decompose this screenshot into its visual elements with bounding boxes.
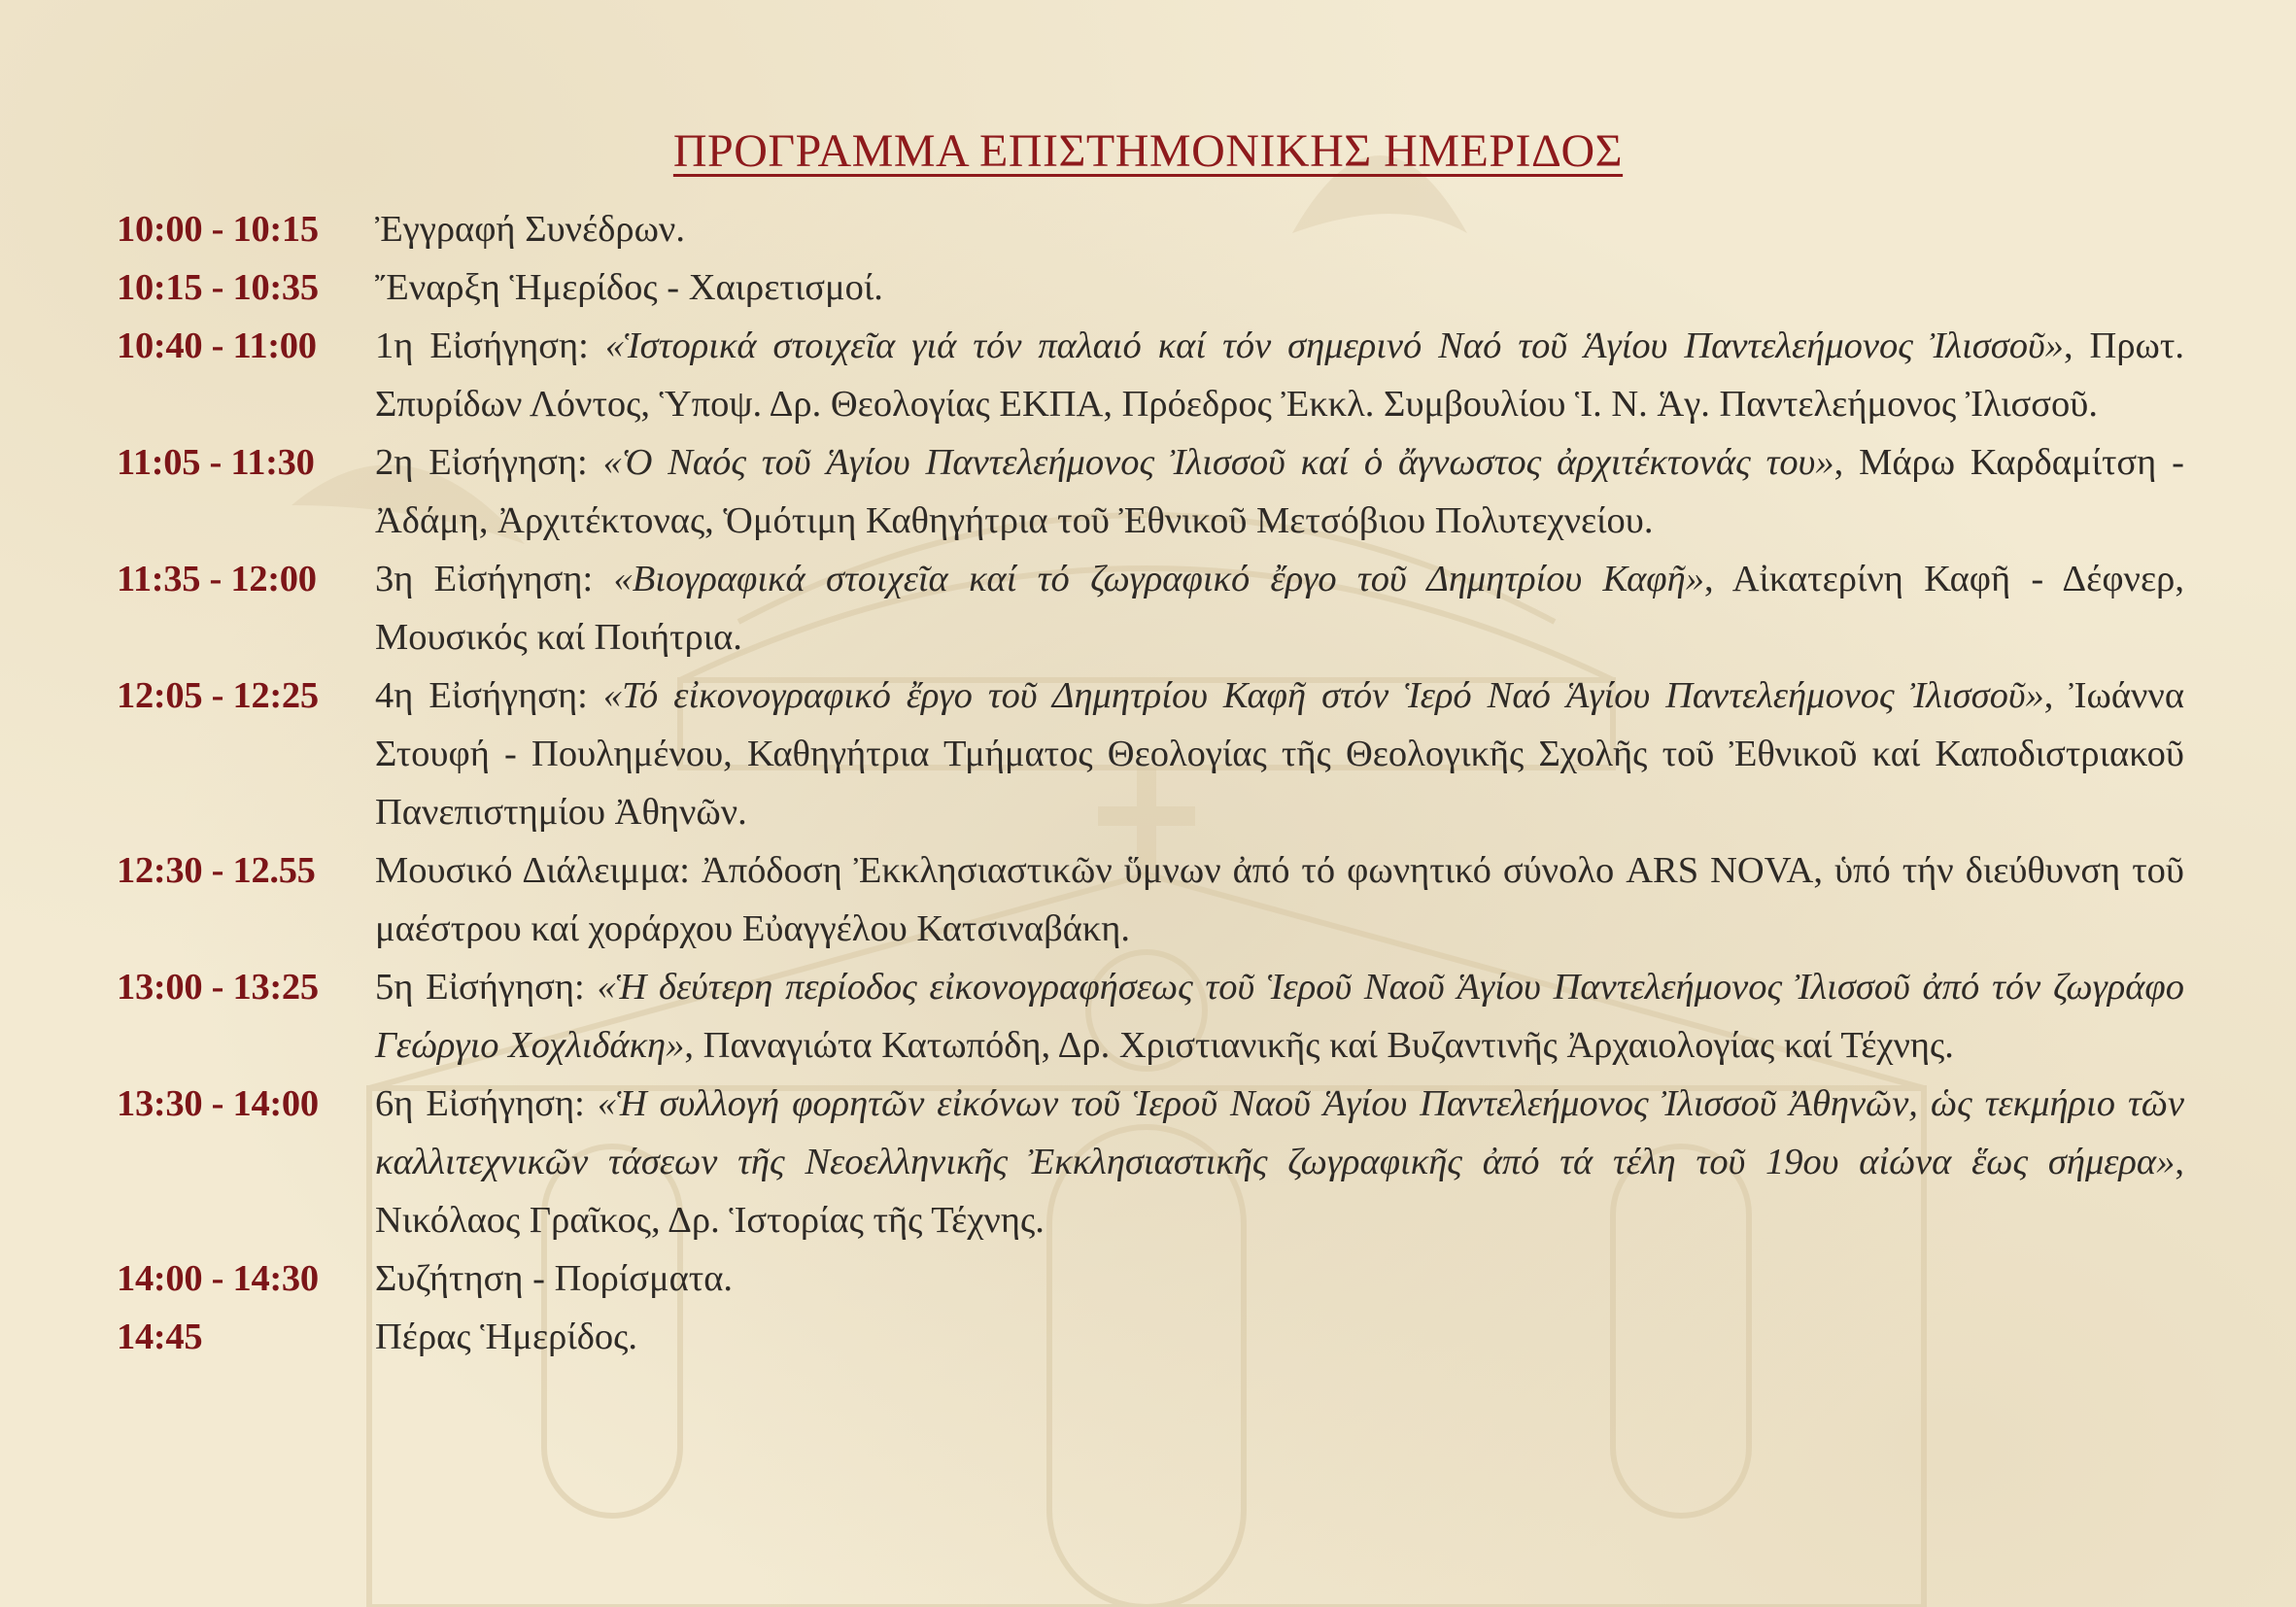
schedule-row [117, 433, 2184, 550]
schedule-row [117, 1075, 2184, 1249]
schedule-time: 10:15 - 10:35 [117, 267, 319, 308]
schedule-time: 14:45 [117, 1316, 203, 1357]
schedule-time: 14:00 - 14:30 [117, 1258, 319, 1299]
schedule-description: 1η Εἰσήγηση: «Ἱστορικά στοιχεῖα γιά τόν παλαιό καί τόν σημερινό Ναό τοῦ Ἁγίου Παντελεήμονος Ἰλισσοῦ», Πρωτ. Σπυρίδων Λόντος, Ὑποψ. Δρ. Θεολογίας ΕΚΠΑ, Πρόεδρος Ἐκκλ. Συμβουλίου Ἱ. Ν. Ἁγ. Παντελεήμονος Ἰλισσοῦ. [375, 325, 2184, 425]
schedule-time: 12:30 - 12.55 [117, 850, 316, 891]
schedule-time: 10:40 - 11:00 [117, 325, 317, 366]
schedule-time: 12:05 - 12:25 [117, 675, 319, 716]
schedule-row [117, 200, 2184, 258]
schedule-description: Ἔναρξη Ἡμερίδος - Χαιρετισμοί. [375, 267, 883, 308]
schedule-description: Πέρας Ἡμερίδος. [375, 1316, 637, 1357]
schedule-row [117, 958, 2184, 1075]
schedule-row [117, 1249, 2184, 1308]
schedule-description: Συζήτηση - Πορίσματα. [375, 1258, 734, 1299]
schedule-description: Μουσικό Διάλειμμα: Ἀπόδοση Ἐκκλησιαστικῶν ὕμνων ἀπό τό φωνητικό σύνολο ARS NOVA, ὑπό τήν διεύθυνση τοῦ μαέστρου καί χοράρχου Εὐαγγέλου Κατσιναβάκη. [375, 850, 2184, 949]
schedule-description: 6η Εἰσήγηση: «Ἡ συλλογή φορητῶν εἰκόνων τοῦ Ἱεροῦ Ναοῦ Ἁγίου Παντελεήμονος Ἰλισσοῦ Ἀθηνῶν, ὡς τεκμήριο τῶν καλλιτεχνικῶν τάσεων τῆς Νεοελληνικῆς Ἐκκλησιαστικῆς ζωγραφικῆς ἀπό τά τέλη τοῦ 19ου αἰώνα ἕως σήμερα», Νικόλαος Γραῖκος, Δρ. Ἱστορίας τῆς Τέχνης. [375, 1083, 2184, 1241]
schedule-row [117, 550, 2184, 667]
schedule-description: 3η Εἰσήγηση: «Βιογραφικά στοιχεῖα καί τό ζωγραφικό ἔργο τοῦ Δημητρίου Καφῆ», Αἰκατερίνη Καφῆ - Δέφνερ, Μουσικός καί Ποιήτρια. [375, 559, 2184, 658]
schedule-time: 13:00 - 13:25 [117, 967, 319, 1008]
schedule-description: 2η Εἰσήγηση: «Ὁ Ναός τοῦ Ἁγίου Παντελεήμονος Ἰλισσοῦ καί ὁ ἄγνωστος ἀρχιτέκτονάς του», Μάρω Καρδαμίτση - Ἀδάμη, Ἀρχιτέκτονας, Ὁμότιμη Καθηγήτρια τοῦ Ἐθνικοῦ Μετσόβιου Πολυτεχνείου. [375, 442, 2184, 541]
schedule-row [117, 258, 2184, 317]
schedule-row [117, 1308, 2184, 1366]
schedule-description: Ἐγγραφή Συνέδρων. [375, 209, 685, 250]
schedule-list [117, 200, 2184, 1366]
schedule-row [117, 841, 2184, 958]
schedule-row [117, 667, 2184, 841]
schedule-time: 11:05 - 11:30 [117, 442, 315, 483]
schedule-time: 13:30 - 14:00 [117, 1083, 319, 1124]
schedule-description: 5η Εἰσήγηση: «Ἡ δεύτερη περίοδος εἰκονογραφήσεως τοῦ Ἱεροῦ Ναοῦ Ἁγίου Παντελεήμονος Ἰλισσοῦ ἀπό τόν ζωγράφο Γεώργιο Χοχλιδάκη», Παναγιώτα Κατωπόδη, Δρ. Χριστιανικῆς καί Βυζαντινῆς Ἀρχαιολογίας καί Τέχνης. [375, 967, 2184, 1066]
schedule-description: 4η Εἰσήγηση: «Τό εἰκονογραφικό ἔργο τοῦ Δημητρίου Καφῆ στόν Ἱερό Ναό Ἁγίου Παντελεήμονος Ἰλισσοῦ», Ἰωάννα Στουφή - Πουλημένου, Καθηγήτρια Τμήματος Θεολογίας τῆς Θεολογικῆς Σχολῆς τοῦ Ἐθνικοῦ καί Καποδιστριακοῦ Πανεπιστημίου Ἀθηνῶν. [375, 675, 2184, 833]
page-title: ΠΡΟΓΡΑΜΜΑ ΕΠΙΣΤΗΜΟΝΙΚΗΣ ΗΜΕΡΙΔΟΣ [672, 125, 1624, 177]
schedule-time: 10:00 - 10:15 [117, 209, 319, 250]
schedule-time: 11:35 - 12:00 [117, 559, 317, 599]
schedule-row [117, 317, 2184, 433]
